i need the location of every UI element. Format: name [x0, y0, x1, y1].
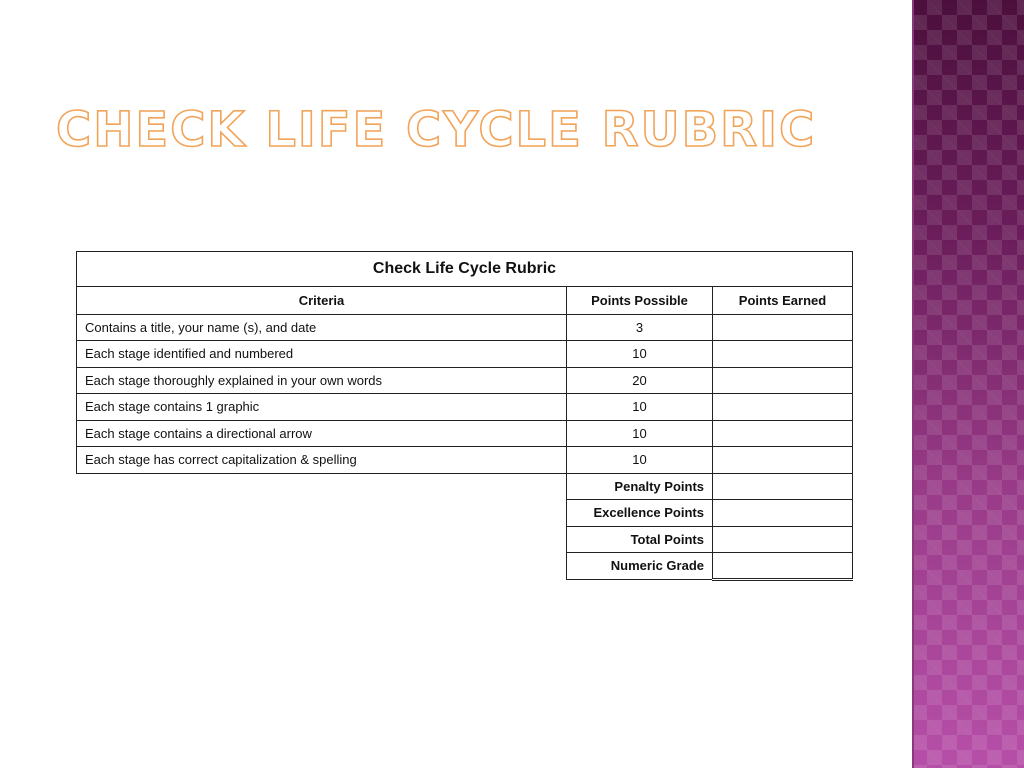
criteria-cell: Each stage has correct capitalization & spelling	[77, 447, 567, 474]
table-caption-row	[77, 252, 853, 287]
empty-cell	[77, 526, 567, 553]
total-points-earned[interactable]	[713, 526, 853, 553]
header-criteria: Criteria	[77, 287, 567, 315]
summary-row-total	[77, 526, 853, 553]
total-points-label: Total Points	[567, 526, 713, 553]
summary-row-numeric-grade	[77, 553, 853, 580]
table-row	[77, 367, 853, 394]
table-row	[77, 314, 853, 341]
table-row	[77, 447, 853, 474]
penalty-points-label: Penalty Points	[567, 473, 713, 500]
decorative-sidebar	[912, 0, 1024, 768]
points-earned-cell[interactable]	[713, 367, 853, 394]
empty-cell	[77, 500, 567, 527]
numeric-grade-label: Numeric Grade	[567, 553, 713, 580]
points-earned-cell[interactable]	[713, 314, 853, 341]
criteria-cell: Each stage identified and numbered	[77, 341, 567, 368]
points-earned-cell[interactable]	[713, 447, 853, 474]
points-earned-cell[interactable]	[713, 420, 853, 447]
points-earned-cell[interactable]	[713, 394, 853, 421]
points-possible-cell: 20	[567, 367, 713, 394]
points-possible-cell: 10	[567, 394, 713, 421]
sidebar-edge	[912, 0, 914, 768]
criteria-cell: Contains a title, your name (s), and date	[77, 314, 567, 341]
summary-row-excellence	[77, 500, 853, 527]
slide-title: CHECK LIFE CYCLE RUBRIC	[56, 102, 817, 158]
excellence-points-label: Excellence Points	[567, 500, 713, 527]
table-row	[77, 420, 853, 447]
points-earned-cell[interactable]	[713, 341, 853, 368]
points-possible-cell: 10	[567, 341, 713, 368]
excellence-points-earned[interactable]	[713, 500, 853, 527]
summary-row-penalty	[77, 473, 853, 500]
header-points-earned: Points Earned	[713, 287, 853, 315]
rubric-table	[76, 251, 853, 581]
table-caption: Check Life Cycle Rubric	[77, 252, 853, 287]
table-header-row	[77, 287, 853, 315]
numeric-grade-earned[interactable]	[713, 553, 853, 580]
empty-cell	[77, 553, 567, 580]
criteria-cell: Each stage contains a directional arrow	[77, 420, 567, 447]
empty-cell	[77, 473, 567, 500]
penalty-points-earned[interactable]	[713, 473, 853, 500]
points-possible-cell: 3	[567, 314, 713, 341]
points-possible-cell: 10	[567, 447, 713, 474]
criteria-cell: Each stage thoroughly explained in your own words	[77, 367, 567, 394]
points-possible-cell: 10	[567, 420, 713, 447]
table-row	[77, 394, 853, 421]
criteria-cell: Each stage contains 1 graphic	[77, 394, 567, 421]
header-points-possible: Points Possible	[567, 287, 713, 315]
table-row	[77, 341, 853, 368]
